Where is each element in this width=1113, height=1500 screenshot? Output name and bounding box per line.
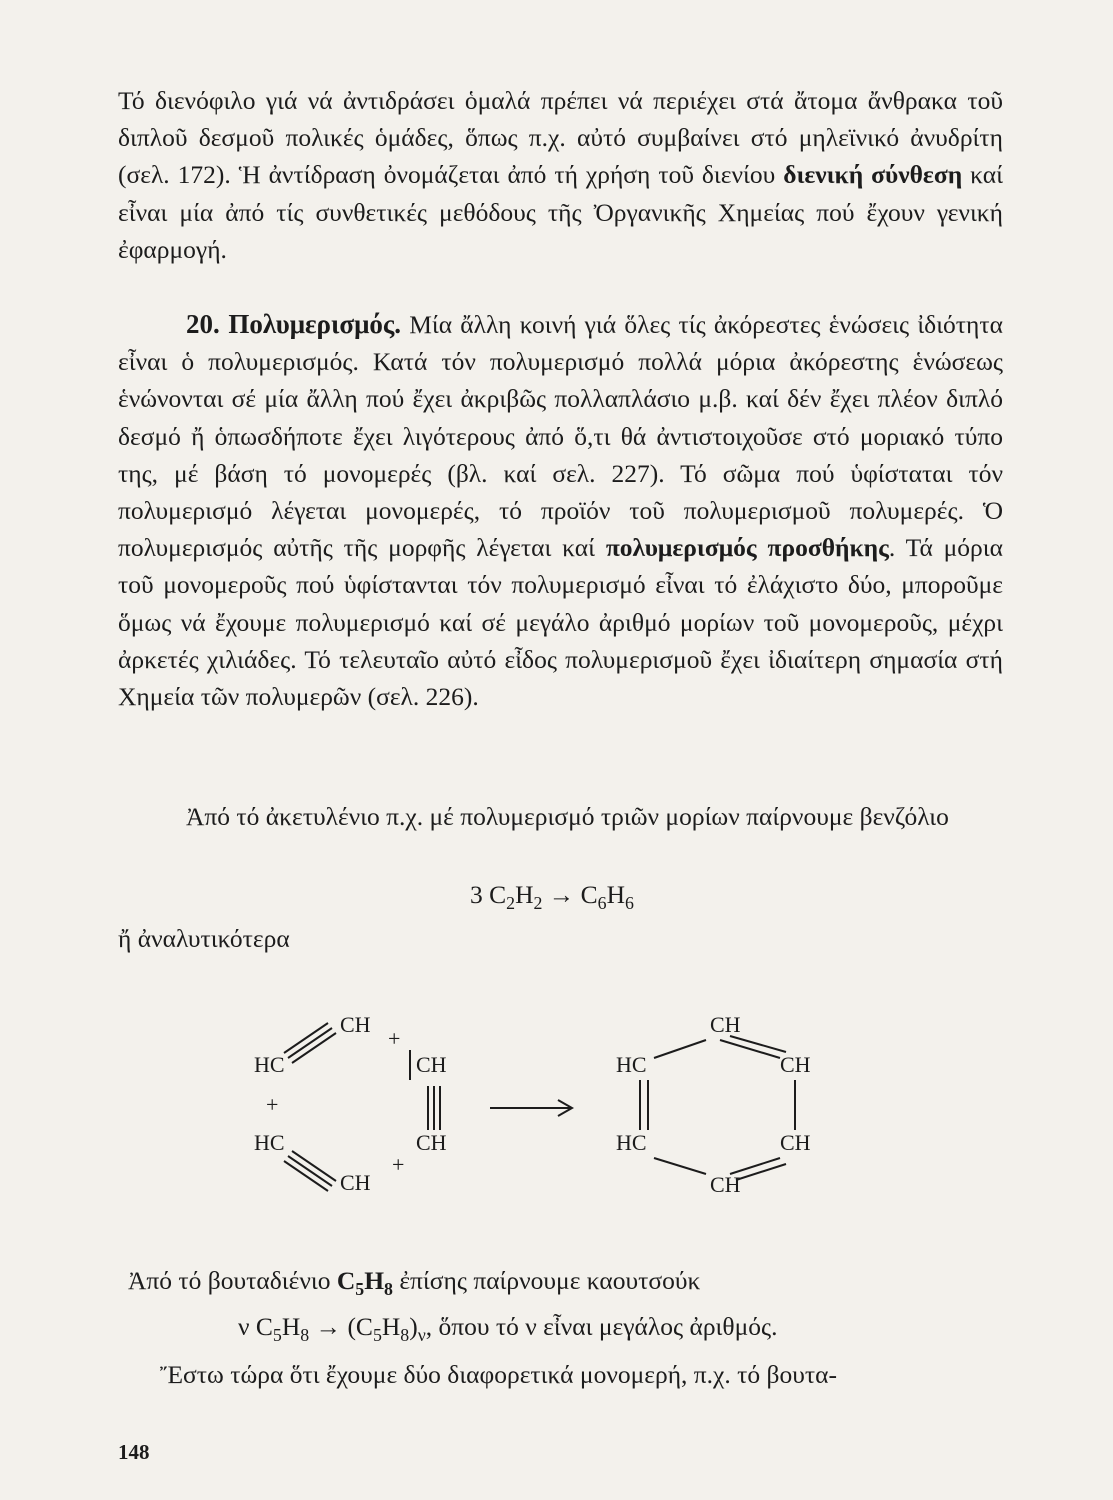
diagram-ch-3: CH	[416, 1130, 447, 1155]
triple-bond-1	[284, 1023, 336, 1063]
benzene-ch-top: CH	[710, 1012, 741, 1037]
paragraph1-text: Τό διενόφιλο γιά νά ἀντιδράσει ὁμαλά πρέπει νά περιέχει στά ἄτομα ἄνθρακα τοῦ διπλοῦ δεσμοῦ πολικές ὁμάδες, ὅπως π.χ. αὐτό συμβαίνει στό μηλεϊνικό ἀνυδρίτη (σελ. 172). Ἡ ἀντίδραση ὀνομάζεται ἀπό τή χρήση τοῦ διενίου	[118, 86, 1003, 190]
paragraph4-text: Ἀπό τό βουταδιένιο	[128, 1266, 331, 1295]
paragraph2-bold-term: πολυμερισμός προσθήκης	[605, 533, 889, 563]
triple-bond-3	[284, 1151, 336, 1191]
diagram-ch-1: CH	[340, 1012, 371, 1037]
page-number: 148	[118, 1440, 150, 1464]
benzene-hc-left-top: HC	[616, 1052, 647, 1077]
equation-rubber: ν $C_5H_8 \to (C_5H_8)_\nu$, ὅπου τό ν εἶναι μεγάλος ἀριθμός.	[238, 1312, 778, 1346]
paragraph1-bold-term: διενική σύνθεση	[783, 160, 963, 190]
benzene-ch-right-bottom: CH	[780, 1130, 811, 1155]
paragraph-two-monomers: Ἔστω τώρα ὅτι ἔχουμε δύο διαφορετικά μονομερή, π.χ. τό βουτα-	[160, 1360, 837, 1389]
benzene-hc-left-bottom: HC	[616, 1130, 647, 1155]
diagram-hc-1: HC	[254, 1052, 285, 1077]
paragraph3-text: Ἀπό τό ἀκετυλένιο π.χ. μέ πολυμερισμό τριῶν μορίων παίρνουμε βενζόλιο	[186, 802, 949, 831]
paragraph2-text-b: . Τά μόρια τοῦ μονομεροῦς πού ὑφίστανται τόν πολυμερισμό εἶναι τό ἐλάχιστο δύο, μποροῦμε ὅμως νά ἔχουμε πολυμερισμό καί σέ μεγάλο ἀριθμό μορίων τοῦ μονομεροῦς, μέχρι ἀρκετές χιλιάδες. Τό τελευταῖο αὐτό εἶδος πολυμερισμοῦ ἔχει ἰδιαίτερη σημασία στή Χημεία τῶν πολυμερῶν (σελ. 226).	[118, 533, 1003, 712]
plus-sign-1: +	[388, 1026, 401, 1051]
paragraph-polymerization	[118, 306, 1003, 715]
paragraph-butadiene: Ἀπό τό βουταδιένιο $C_5H_8$ ἐπίσης παίρνουμε καουτσούκ	[128, 1266, 701, 1300]
equation2-tail: , ὅπου τό ν εἶναι μεγάλος ἀριθμός.	[425, 1312, 778, 1341]
benzene-ch-right-top: CH	[780, 1052, 811, 1077]
benzene-ch-bottom: CH	[710, 1172, 741, 1197]
triple-bond-2	[428, 1086, 440, 1130]
paragraph2-text-a: Μία ἄλλη κοινή γιά ὅλες τίς ἀκόρεστες ἑνώσεις ἰδιότητα εἶναι ὁ πολυμερισμός. Κατά τόν πολυμερισμό πολλά μόρια ἀκόρεστης ἑνώσεως ἑνώνονται σέ μία ἄλλη πού ἔχει ἀκριβῶς πολλαπλάσιο μ.β. καί δέν ἔχει πλέον διπλό δεσμό ἤ ὁπωσδήποτε ἔχει λιγότερους ἀπό ὅ,τι θά ἀντιστοιχοῦσε στό μοριακό τύπο της, μέ βάση τό μονομερές (βλ. καί σελ. 227). Τό σῶμα πού ὑφίσταται τόν πολυμερισμό λέγεται μονομερές, τό προϊόν τοῦ πολυμερισμοῦ πολυμερές. Ὁ πολυμερισμός αὐτῆς τῆς μορφῆς λέγεται καί	[118, 310, 1003, 563]
paragraph4-end: ἐπίσης παίρνουμε καουτσούκ	[399, 1266, 701, 1295]
plus-sign-3: +	[392, 1152, 405, 1177]
equation-acetylene-benzene: 3 $C_2H_2 \to C_6H_6$	[470, 880, 634, 914]
section-heading: 20. Πολυμερισμός.	[186, 309, 402, 339]
diagram-ch-4: CH	[340, 1170, 371, 1195]
analytic-label: ἤ ἀναλυτικότερα	[118, 924, 290, 953]
benzene-formation-diagram	[240, 1000, 840, 1210]
benzene-ring-bonds	[640, 1036, 795, 1180]
paragraph-diels-alder	[118, 82, 1003, 268]
diagram-hc-2: HC	[254, 1130, 285, 1155]
plus-sign-2: +	[266, 1092, 279, 1117]
diagram-ch-2: CH	[416, 1052, 447, 1077]
paragraph1-end: καί εἶναι μία ἀπό τίς συνθετικές μεθόδους τῆς Ὀργανικῆς Χημείας πού ἔχουν γενική ἐφαρμογή.	[118, 160, 1003, 264]
paragraph-acetylene	[118, 798, 1003, 835]
